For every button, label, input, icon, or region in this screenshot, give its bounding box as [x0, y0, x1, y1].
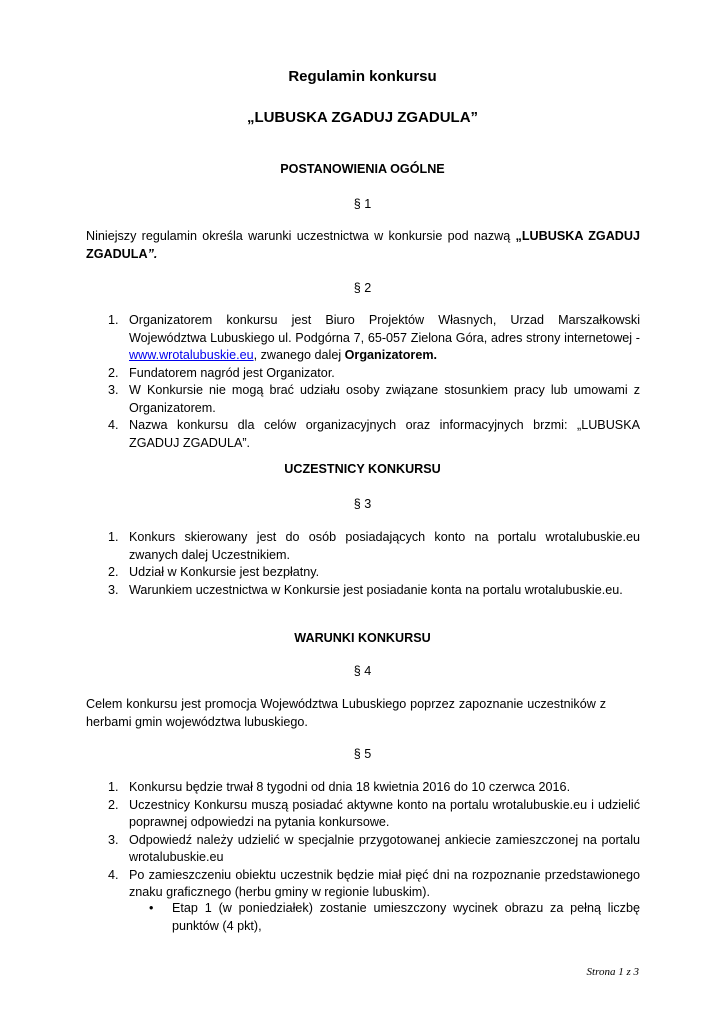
paragraph-1-contest-name: „LUBUSKA ZGADUJ ZGADULA [86, 229, 640, 261]
list-item [86, 867, 640, 902]
list-item-number: 3. [108, 832, 119, 847]
list-item-text: Konkursu będzie trwał 8 tygodni od dnia 18 kwietnia 2016 do 10 czerwca 2016. [129, 780, 571, 794]
paragraph-1-end: ”. [147, 246, 158, 261]
paragraph-1-text-start: Niniejszy regulamin określa warunki uczestnictwa w konkursie pod nazwą [86, 229, 516, 243]
section-heading-participants: UCZESTNICY KONKURSU [284, 462, 441, 476]
page-number: Strona 1 z 3 [586, 966, 639, 978]
list-item-number: 4. [108, 867, 119, 882]
list-item-text: Odpowiedź należy udzielić w specjalnie przygotowanej ankiecie zamieszczonej na portalu wrotalubuskie.eu [129, 832, 640, 864]
paragraph-1-text [86, 228, 640, 263]
list-item-text: Fundatorem nagród jest Organizator. [129, 365, 335, 380]
stage-bullet-item [129, 900, 640, 935]
list-item-number: 4. [108, 418, 119, 432]
organizer-text-cont: , zwanego dalej [253, 348, 345, 362]
paragraph-4-text: Celem konkursu jest promocja Województwa Lubuskiego poprzez zapoznanie uczestników z herbami gmin województwa lubuskiego. [86, 697, 606, 729]
list-item-number: 2. [108, 565, 119, 579]
organizer-list [86, 312, 640, 452]
bullet-icon: • [149, 901, 154, 915]
paragraph-mark-5: § 5 [353, 747, 372, 761]
participants-list [86, 529, 640, 599]
list-item [86, 832, 640, 867]
list-item-number: 1. [108, 780, 119, 794]
list-item-text: Konkurs skierowany jest do osób posiadających konto na portalu wrotalubuskie.eu zwanych dalej Uczestnikiem. [129, 530, 640, 562]
list-item [86, 529, 640, 564]
list-item [86, 582, 640, 600]
paragraph-mark-3: § 3 [353, 497, 372, 511]
website-link[interactable]: www.wrotalubuskie.eu [129, 348, 254, 362]
organizer-text: Organizatorem konkursu jest Biuro Projektów Własnych, Urzad Marszałkowski Województwa Lubuskiego ul. Podgórna 7, 65-057 Zielona Góra, adres strony internetowej - [129, 313, 640, 345]
conditions-list [86, 779, 640, 902]
paragraph-mark-2: § 2 [353, 281, 372, 295]
list-item-number: 1. [108, 530, 119, 544]
list-item [86, 779, 640, 797]
contest-name-heading: „LUBUSKA ZGADUJ ZGADULA” [246, 109, 479, 126]
document-title: Regulamin konkursu [288, 68, 437, 85]
list-item [86, 564, 640, 582]
list-item-text: Udział w Konkursie jest bezpłatny. [129, 565, 320, 579]
list-item-number: 3. [108, 383, 119, 397]
list-item-text: Uczestnicy Konkursu muszą posiadać aktywne konto na portalu wrotalubuskie.eu i udzielić poprawnej odpowiedzi na pytania konkursowe. [129, 797, 640, 829]
list-item-text: W Konkursie nie mogą brać udziału osoby związane stosunkiem pracy lub umowami z Organizatorem. [129, 383, 640, 415]
list-item [86, 365, 640, 383]
section-heading-conditions: WARUNKI KONKURSU [294, 631, 431, 645]
bullet-text: Etap 1 (w poniedziałek) zostanie umieszczony wycinek obrazu za pełną liczbę punktów (4 pkt), [172, 901, 640, 933]
list-item-text: Warunkiem uczestnictwa w Konkursie jest posiadanie konta na portalu wrotalubuskie.eu. [129, 582, 623, 597]
list-item [86, 797, 640, 832]
list-item-number: 2. [108, 365, 119, 380]
list-item-number: 3. [108, 582, 119, 597]
list-item-text: Nazwa konkursu dla celów organizacyjnych oraz informacyjnych brzmi: „LUBUSKA ZGADUJ ZGADULA”. [129, 418, 640, 450]
list-item [86, 417, 640, 452]
section-heading-general: POSTANOWIENIA OGÓLNE [280, 162, 445, 176]
organizer-term: Organizatorem. [344, 348, 438, 362]
list-item-number: 2. [108, 797, 119, 812]
list-item-number: 1. [108, 313, 119, 327]
list-item-text: Po zamieszczeniu obiektu uczestnik będzie miał pięć dni na rozpoznanie przedstawionego znaku graficznego (herbu gminy w regionie lubuskim). [129, 867, 640, 899]
paragraph-mark-4: § 4 [353, 664, 372, 678]
paragraph-mark-1: § 1 [353, 197, 372, 211]
list-item [86, 382, 640, 417]
list-item [86, 312, 640, 365]
